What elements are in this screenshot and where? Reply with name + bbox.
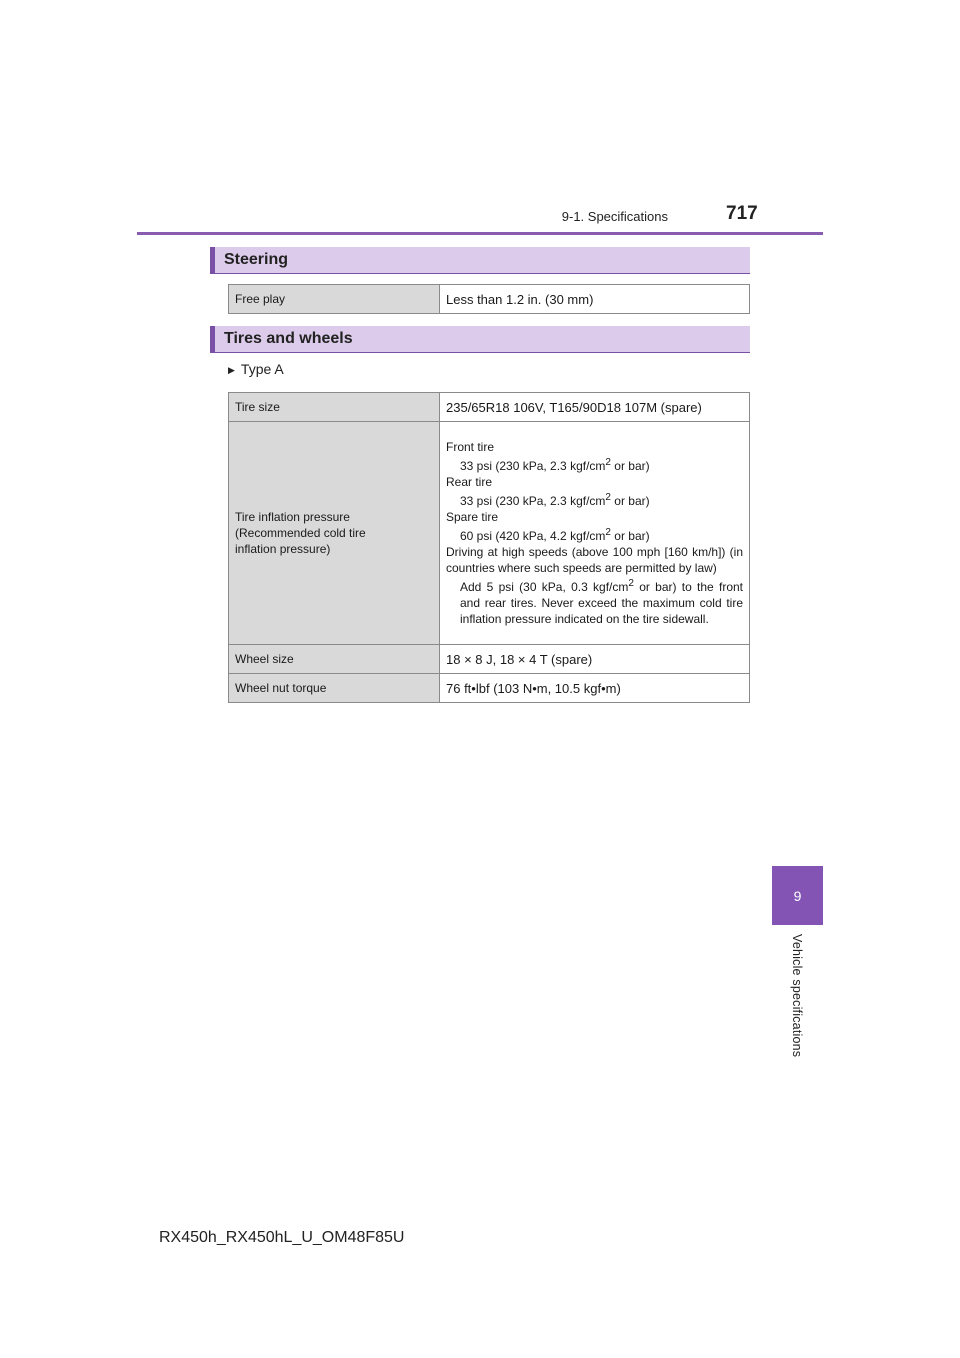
spare-tire-value: 60 psi (420 kPa, 4.2 kgf/$cm^2$ or bar) (460, 527, 650, 543)
type-label: Type A (240, 361, 284, 377)
triangle-bullet-icon: ▶ (228, 365, 235, 375)
inflation-value (440, 422, 750, 645)
type-a-heading (228, 361, 284, 377)
table-row (229, 393, 750, 422)
wheel-size-value: 18 × 8 J, 18 × 4 T (spare) (440, 645, 750, 674)
front-tire-label: Front tire (446, 440, 495, 454)
tire-size-label: Tire size (229, 393, 440, 422)
chapter-label: Vehicle specifications (790, 934, 804, 1058)
wheel-nut-torque-label: Wheel nut torque (229, 674, 440, 703)
table-row (229, 645, 750, 674)
tires-table (228, 392, 750, 703)
tire-size-value: 235/65R18 106V, T165/90D18 107M (spare) (440, 393, 750, 422)
inflation-label-line: inflation pressure) (235, 542, 331, 556)
header-divider (137, 232, 823, 235)
front-tire-value: 33 psi (230 kPa, 2.3 kgf/$cm^2$ or bar) (460, 457, 650, 473)
manual-code: RX450h_RX450hL_U_OM48F85U (159, 1229, 405, 1246)
steering-table (228, 284, 750, 314)
page-number: 717 (726, 203, 758, 224)
high-speed-adjustment: Add 5 psi (30 kPa, 0.3 kgf/$cm^2$ or bar) to the front and rear tires. Never exceed the maximum cold tire inflation pressure indicated on the tire sidewall. (460, 578, 743, 626)
section-heading-steering (210, 247, 750, 274)
section-heading-tires-and-wheels (210, 326, 750, 353)
inflation-label-line: (Recommended cold tire (235, 526, 366, 540)
section-title: Steering (224, 251, 289, 268)
chapter-number: 9 (793, 887, 802, 904)
wheel-size-label: Wheel size (229, 645, 440, 674)
table-row (229, 674, 750, 703)
high-speed-note: Driving at high speeds (above 100 mph [160 km/h]) (in countries where such speeds are permitted by law) (446, 545, 743, 575)
rear-tire-value: 33 psi (230 kPa, 2.3 kgf/$cm^2$ or bar) (460, 492, 650, 508)
chapter-tab (772, 866, 823, 925)
table-row (229, 285, 750, 314)
wheel-nut-torque-value: 76 ft•lbf (103 N•m, 10.5 kgf•m) (440, 674, 750, 703)
free-play-label: Free play (229, 285, 440, 314)
spare-tire-label: Spare tire (446, 510, 499, 524)
section-title: Tires and wheels (224, 330, 353, 347)
inflation-label-line: Tire inflation pressure (235, 510, 350, 524)
rear-tire-label: Rear tire (446, 475, 493, 489)
inflation-label (229, 422, 440, 645)
running-header-section: 9-1. Specifications (561, 209, 668, 224)
table-row (229, 422, 750, 645)
free-play-value: Less than 1.2 in. (30 mm) (440, 285, 750, 314)
